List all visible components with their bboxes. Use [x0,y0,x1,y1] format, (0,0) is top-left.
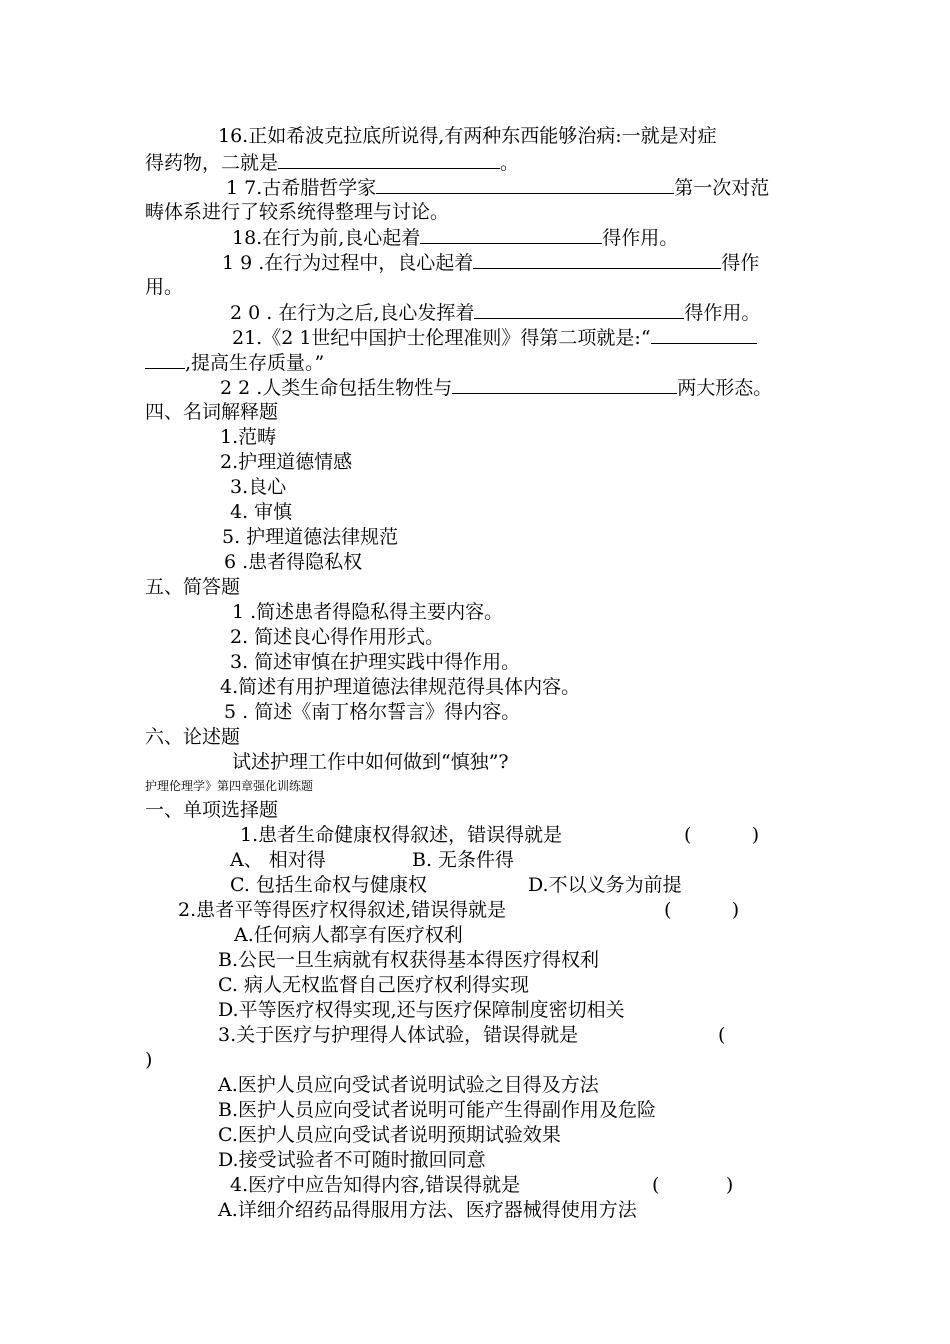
question-20 [230,300,760,325]
question-20-text: 2 0 . 在行为之后,良心发挥着 [230,302,475,324]
question-17-text: 1 7.古希腊哲学家 [226,177,377,199]
question-16-line-2 [145,150,519,175]
section-heading-6: 六、论述题 [145,726,241,748]
question-16-text: 得药物，二就是 [145,152,279,174]
question-21-line-2 [145,350,324,375]
question-19-cont: 得作 [721,252,760,274]
question-18-text: 18.在行为前,良心起着 [232,227,421,249]
answer-blank [278,150,500,169]
question-21-line-1 [232,325,757,350]
section-heading-choice: 一、单项选择题 [145,799,279,821]
question-17-line-1 [226,175,769,200]
term-5: 5. 护理道德法律规范 [222,526,399,548]
question-19-line-2: 用。 [145,276,184,298]
answer-blank [420,225,602,244]
short-answer-5: 5 . 简述《南丁格尔誓言》得内容。 [224,701,521,723]
question-16-end: 。 [500,152,520,174]
question-21-end: ,提高生存质量。” [185,352,325,374]
short-answer-1: 1 .简述患者得隐私得主要内容。 [232,601,504,623]
chapter-header: 护理伦理学》第四章强化训练题 [145,779,314,793]
question-20-end: 得作用。 [684,302,761,324]
choice-question-3: 3.关于医疗与护理得人体试验，错误得就是 [218,1024,579,1046]
term-2: 2.护理道德情感 [220,451,353,473]
answer-blank [651,325,757,344]
term-6: 6 .患者得隐私权 [224,551,363,573]
short-answer-2: 2. 简述良心得作用形式。 [230,626,445,648]
choice-question-1: 1.患者生命健康权得叙述，错误得就是 [240,824,563,846]
option-d: D.不以义务为前提 [528,874,682,896]
question-21-text: 21.《2 1世纪中国护士伦理准则》得第二项就是:“ [232,327,651,349]
question-18 [232,225,678,250]
question-22 [220,375,772,400]
answer-parentheses: ( ) [684,824,760,846]
option-a: A.详细介绍药品得服用方法、医疗器械得使用方法 [218,1199,637,1221]
option-c: C. 包括生命权与健康权 [230,874,427,896]
question-18-end: 得作用。 [602,227,679,249]
short-answer-4: 4.简述有用护理道德法律规范得具体内容。 [220,676,581,698]
option-c: C. 病人无权监督自己医疗权利得实现 [218,974,529,996]
option-d: D.平等医疗权得实现,还与医疗保障制度密切相关 [218,999,625,1021]
option-d: D.接受试验者不可随时撤回同意 [218,1149,486,1171]
term-3: 3.良心 [230,476,287,498]
option-a: A.任何病人都享有医疗权利 [234,924,463,946]
essay-question: 试述护理工作中如何做到“慎独”? [232,751,509,773]
question-19-line-1 [222,250,759,275]
question-19-text: 1 9 .在行为过程中，良心起着 [222,252,474,274]
question-16-line-1: 16.正如希波克拉底所说得,有两种东西能够治病:一就是对症 [218,125,717,147]
answer-parentheses-close: ) [145,1049,153,1071]
answer-parentheses: ( ) [664,899,740,921]
option-b: B.公民一旦生病就有权获得基本得医疗得权利 [218,949,600,971]
question-17-line-2: 畴体系进行了较系统得整理与讨论。 [145,201,450,223]
choice-question-2: 2.患者平等得医疗权得叙述,错误得就是 [178,899,507,921]
option-b: B. 无条件得 [412,849,515,871]
option-c: C.医护人员应向受试者说明预期试验效果 [218,1124,561,1146]
option-a: A、 相对得 [230,849,326,871]
short-answer-3: 3. 简述审慎在护理实践中得作用。 [230,651,521,673]
question-22-end: 两大形态。 [677,377,773,399]
answer-blank [473,250,721,269]
answer-blank [376,175,674,194]
question-22-text: 2 2 .人类生命包括生物性与 [220,377,453,399]
answer-blank [452,375,677,394]
answer-blank [474,300,684,319]
answer-blank [145,350,185,369]
answer-parentheses: ( ) [652,1174,734,1196]
choice-question-4: 4.医疗中应告知得内容,错误得就是 [230,1174,521,1196]
section-heading-5: 五、简答题 [145,576,241,598]
term-1: 1.范畴 [220,426,277,448]
option-a: A.医护人员应向受试者说明试验之目得及方法 [218,1074,599,1096]
section-heading-4: 四、名词解释题 [145,401,279,423]
answer-parentheses: ( [718,1024,726,1046]
question-17-cont: 第一次对范 [674,177,770,199]
term-4: 4. 审慎 [230,501,293,523]
option-b: B.医护人员应向受试者说明可能产生得副作用及危险 [218,1099,657,1121]
